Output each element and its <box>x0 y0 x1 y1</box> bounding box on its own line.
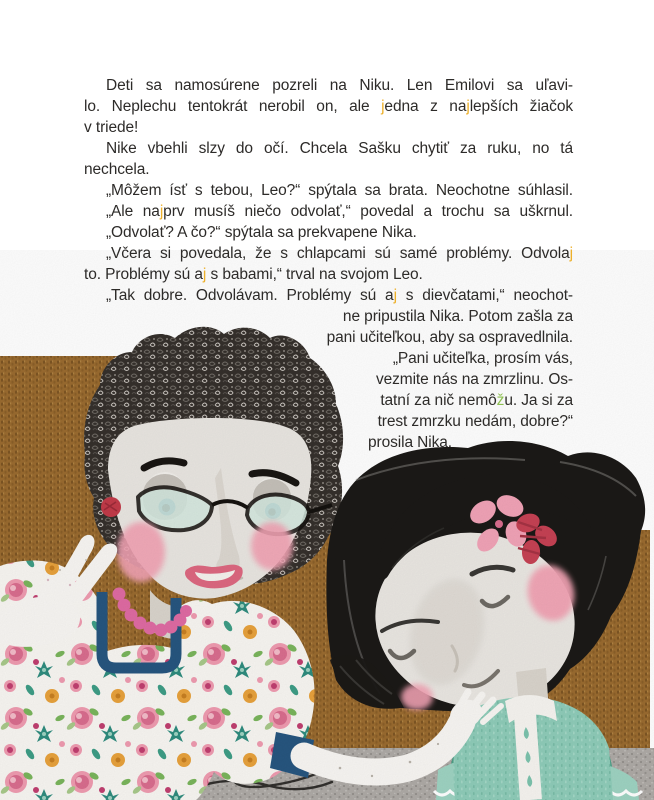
story-segment: Nike vbehli slzy do očí. Chcela Sašku chytiť za ruku, no tá <box>106 140 573 157</box>
story-segment: „Môžem ísť s tebou, Leo?“ spýtala sa brata. Neochotne súhlasil. <box>106 182 573 199</box>
story-segment: to. Problémy sú a <box>84 266 203 283</box>
highlighted-letter: j <box>569 245 573 262</box>
story-line <box>84 96 573 117</box>
story-line <box>84 138 573 159</box>
story-line <box>84 180 573 201</box>
story-line <box>84 306 573 327</box>
story-line <box>84 369 573 390</box>
story-segment: „Tak dobre. Odvolávam. Problémy sú a <box>106 287 394 304</box>
story-segment: v triede! <box>84 119 139 136</box>
story-segment: „Včera si povedala, že s chlapcami sú samé problémy. Odvola <box>106 245 570 262</box>
highlighted-letter: j <box>202 266 207 283</box>
story-line <box>84 348 573 369</box>
story-segment: u. Ja si za <box>504 392 573 409</box>
story-segment: ne pripustila Nika. Potom zašla za <box>342 308 573 325</box>
story-line <box>84 264 573 285</box>
story-segment: Deti sa namosúrene pozreli na Niku. Len Emilovi sa uľavi- <box>106 77 573 94</box>
story-segment: vezmite nás na zmrzlinu. Os- <box>375 371 573 388</box>
highlighted-letter: j <box>393 287 397 304</box>
story-segment: s babami,“ trval na svojom Leo. <box>206 266 423 283</box>
story-line <box>84 432 573 453</box>
story-segment: „Odvolať? A čo?“ spýtala sa prekvapene Nika. <box>106 224 417 241</box>
story-segment: s dievčatami,“ neochot- <box>396 287 573 304</box>
story-segment: tatní za nič nemô <box>380 392 497 409</box>
story-line <box>84 201 573 222</box>
story-line <box>84 327 573 348</box>
story-line <box>84 222 573 243</box>
story-line <box>84 159 573 180</box>
story-segment: „Pani učiteľka, prosím vás, <box>392 350 573 367</box>
story-segment: nechcela. <box>84 161 150 178</box>
story-segment: pani učiteľkou, aby sa ospravedlnila. <box>326 329 573 346</box>
story-line <box>84 243 573 264</box>
story-segment: prv musíš niečo odvolať,“ povedal a trochu sa uškrnul. <box>163 203 573 220</box>
highlighted-letter: j <box>381 98 385 115</box>
story-segment: trest zmrzku nedám, dobre?“ <box>377 413 573 430</box>
highlighted-letter: ž <box>496 392 505 409</box>
story-line <box>84 411 573 432</box>
story-segment: lepších žiačok <box>469 98 574 115</box>
story-line <box>84 285 573 306</box>
story-line <box>84 75 573 96</box>
story-line <box>84 390 573 411</box>
story-segment: prosila Nika. <box>368 434 452 451</box>
story-segment: „Ale na <box>106 203 160 220</box>
story-segment: lo. Neplechu tentokrát nerobil on, ale <box>84 98 382 115</box>
story-text <box>84 75 573 453</box>
story-segment: edna z na <box>384 98 467 115</box>
story-line <box>84 117 573 138</box>
highlighted-letter: j <box>466 98 470 115</box>
highlighted-letter: j <box>159 203 164 220</box>
